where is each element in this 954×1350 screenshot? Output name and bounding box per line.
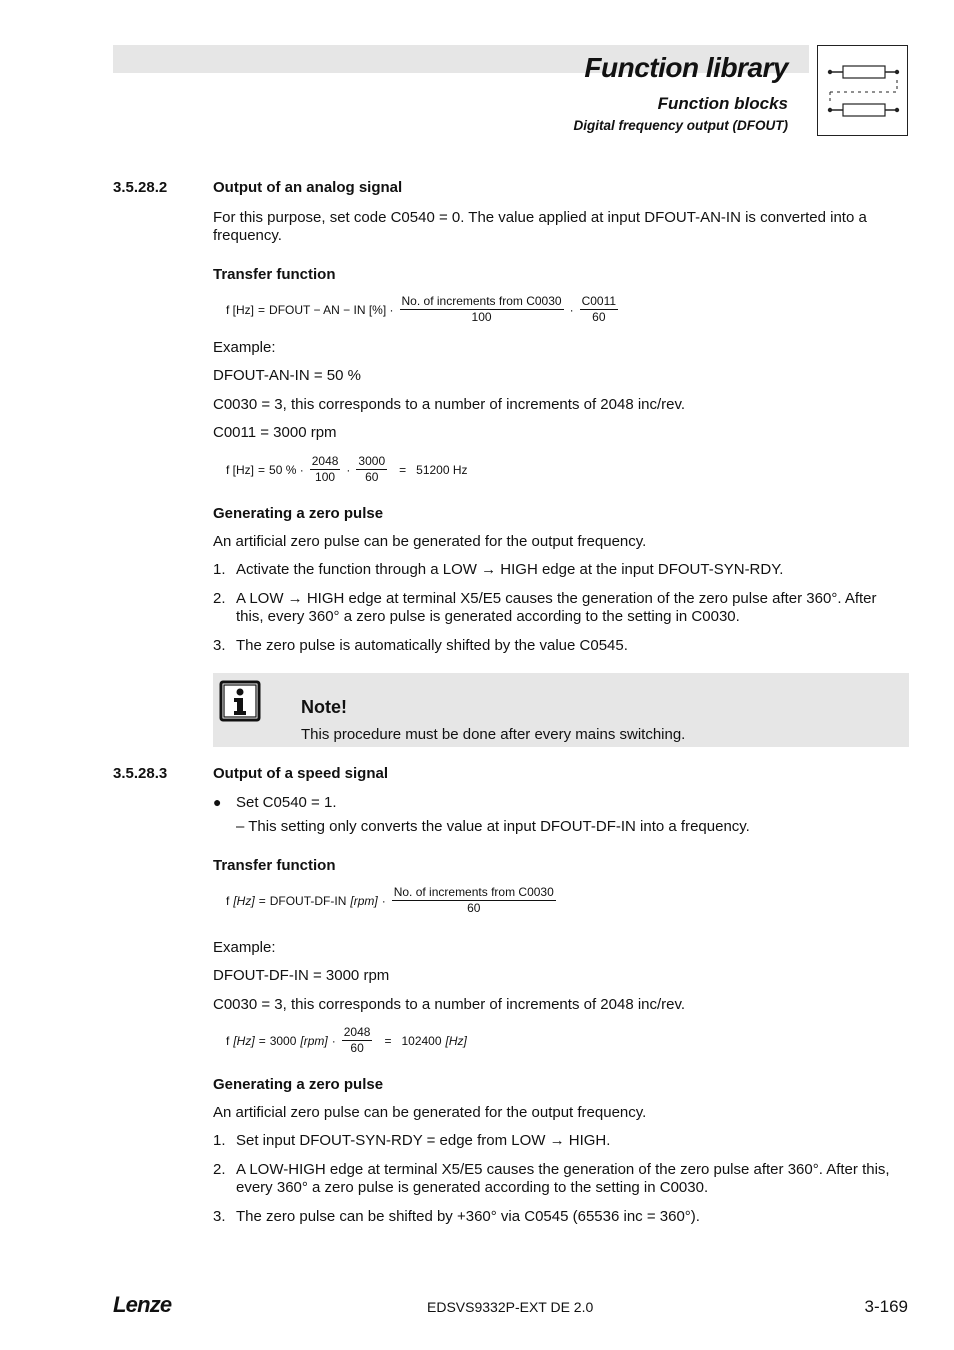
section-number: 3.5.28.3 xyxy=(113,765,168,782)
formula-term: 50 % · xyxy=(269,462,304,477)
step-number: 3. xyxy=(213,1208,226,1225)
formula-unit: [rpm] xyxy=(350,893,378,908)
zero-pulse-heading: Generating a zero pulse xyxy=(213,505,384,522)
formula-result: 51200 Hz xyxy=(416,462,468,477)
formula-dot: · xyxy=(346,462,351,477)
formula-term: DFOUT-DF-IN xyxy=(269,893,347,908)
step-number: 1. xyxy=(213,561,226,578)
formula-dot: · xyxy=(331,1033,336,1048)
example-label: Example: xyxy=(213,339,276,356)
formula-eq: = xyxy=(384,1033,392,1048)
formula-eq: = xyxy=(258,302,266,317)
transfer-heading: Transfer function xyxy=(213,857,336,874)
note-title: Note! xyxy=(301,697,347,717)
fraction-numerator: No. of increments from C0030 xyxy=(401,294,562,308)
formula-term: 3000 xyxy=(269,1033,297,1048)
fraction-numerator: 3000 xyxy=(358,454,386,468)
example-label: Example: xyxy=(213,939,276,956)
fraction-numerator: C0011 xyxy=(581,294,617,308)
zero-pulse-heading: Generating a zero pulse xyxy=(213,1076,384,1093)
step-number: 3. xyxy=(213,637,226,654)
step-number: 2. xyxy=(213,590,226,607)
formula-lhs: f [Hz] xyxy=(226,462,255,477)
section-title: Output of a speed signal xyxy=(213,765,389,782)
fraction-denominator: 60 xyxy=(467,901,481,915)
lenze-logo: Lenze xyxy=(113,1292,172,1317)
formula-eq: = xyxy=(258,893,266,908)
example-line: C0011 = 3000 rpm xyxy=(213,424,337,441)
fraction-denominator: 100 xyxy=(315,470,336,484)
page-number: 3-169 xyxy=(864,1297,908,1316)
step-text: A LOW → HIGH edge at terminal X5/E5 causes the generation of the zero pulse after 360°. After this, every 360° a zero pulse is generated according to the setting in C0030. xyxy=(236,590,877,625)
example-line: DFOUT-AN-IN = 50 % xyxy=(213,367,361,384)
page-subsubtitle: Digital frequency output (DFOUT) xyxy=(573,118,788,133)
section-title: Output of an analog signal xyxy=(213,179,403,196)
formula-unit: [Hz] xyxy=(233,893,255,908)
formula-lhs: f xyxy=(226,1033,230,1048)
step-text: The zero pulse is automatically shifted by the value C0545. xyxy=(236,637,628,654)
zero-pulse-intro: An artificial zero pulse can be generated for the output frequency. xyxy=(213,1104,647,1121)
formula-fraction xyxy=(400,295,564,324)
formula-unit: [rpm] xyxy=(300,1033,328,1048)
fraction-denominator: 100 xyxy=(471,310,492,324)
note-text: This procedure must be done after every mains switching. xyxy=(301,726,686,743)
example-line: C0030 = 3, this corresponds to a number of increments of 2048 inc/rev. xyxy=(213,396,686,413)
formula-unit: [Hz] xyxy=(233,1033,255,1048)
formula-eq: = xyxy=(258,1033,266,1048)
fraction-numerator: 2048 xyxy=(343,1025,371,1039)
step-text: Activate the function through a LOW → HIGH edge at the input DFOUT-SYN-RDY. xyxy=(236,561,784,578)
bullet-icon: ● xyxy=(213,794,222,810)
step-number: 2. xyxy=(213,1161,226,1178)
formula-fraction xyxy=(342,1026,373,1055)
step-text: The zero pulse can be shifted by +360° via C0545 (65536 inc = 360°). xyxy=(236,1208,700,1225)
example-formula xyxy=(224,1026,469,1055)
page-subtitle: Function blocks xyxy=(657,94,788,113)
document-id: EDSVS9332P-EXT DE 2.0 xyxy=(427,1299,594,1315)
formula-fraction xyxy=(310,455,341,484)
example-line: C0030 = 3, this corresponds to a number of increments of 2048 inc/rev. xyxy=(213,996,686,1013)
fraction-denominator: 60 xyxy=(592,310,606,324)
formula-lhs: f [Hz] xyxy=(226,302,255,317)
formula-eq: = xyxy=(399,462,407,477)
page-title: Function library xyxy=(584,52,788,83)
section-number: 3.5.28.2 xyxy=(113,179,168,196)
formula-fraction xyxy=(356,455,387,484)
example-line: DFOUT-DF-IN = 3000 rpm xyxy=(213,967,390,984)
section-intro: For this purpose, set code C0540 = 0. The value applied at input DFOUT-AN-IN is converted into a frequency. xyxy=(213,209,867,244)
transfer-heading: Transfer function xyxy=(213,266,336,283)
formula-term: DFOUT − AN − IN [%] · xyxy=(269,302,394,317)
formula-result: 102400 xyxy=(401,1033,442,1048)
formula-lhs: f xyxy=(226,893,230,908)
formula-eq: = xyxy=(258,462,266,477)
step-text: A LOW-HIGH edge at terminal X5/E5 causes the generation of the zero pulse after 360°. After this, every 360° a zero pulse is generated according to the setting in C0030. xyxy=(236,1161,890,1196)
formula-dot: · xyxy=(569,302,574,317)
fraction-denominator: 60 xyxy=(365,470,379,484)
formula-unit: [Hz] xyxy=(445,1033,467,1048)
bullet-text: Set C0540 = 1. xyxy=(236,794,337,811)
transfer-formula xyxy=(224,295,622,324)
transfer-formula xyxy=(224,886,560,915)
formula-fraction xyxy=(392,886,556,915)
formula-dot: · xyxy=(381,893,386,908)
example-formula xyxy=(224,455,470,484)
step-text: Set input DFOUT-SYN-RDY = edge from LOW → HIGH. xyxy=(236,1132,611,1149)
function-block-icon xyxy=(817,45,908,136)
fraction-numerator: 2048 xyxy=(311,454,339,468)
info-icon xyxy=(219,680,261,722)
bullet-subtext: – This setting only converts the value at input DFOUT-DF-IN into a frequency. xyxy=(236,818,750,835)
formula-fraction xyxy=(580,295,618,324)
fraction-denominator: 60 xyxy=(350,1041,364,1055)
fraction-numerator: No. of increments from C0030 xyxy=(393,885,554,899)
zero-pulse-intro: An artificial zero pulse can be generated for the output frequency. xyxy=(213,533,647,550)
step-number: 1. xyxy=(213,1132,226,1149)
